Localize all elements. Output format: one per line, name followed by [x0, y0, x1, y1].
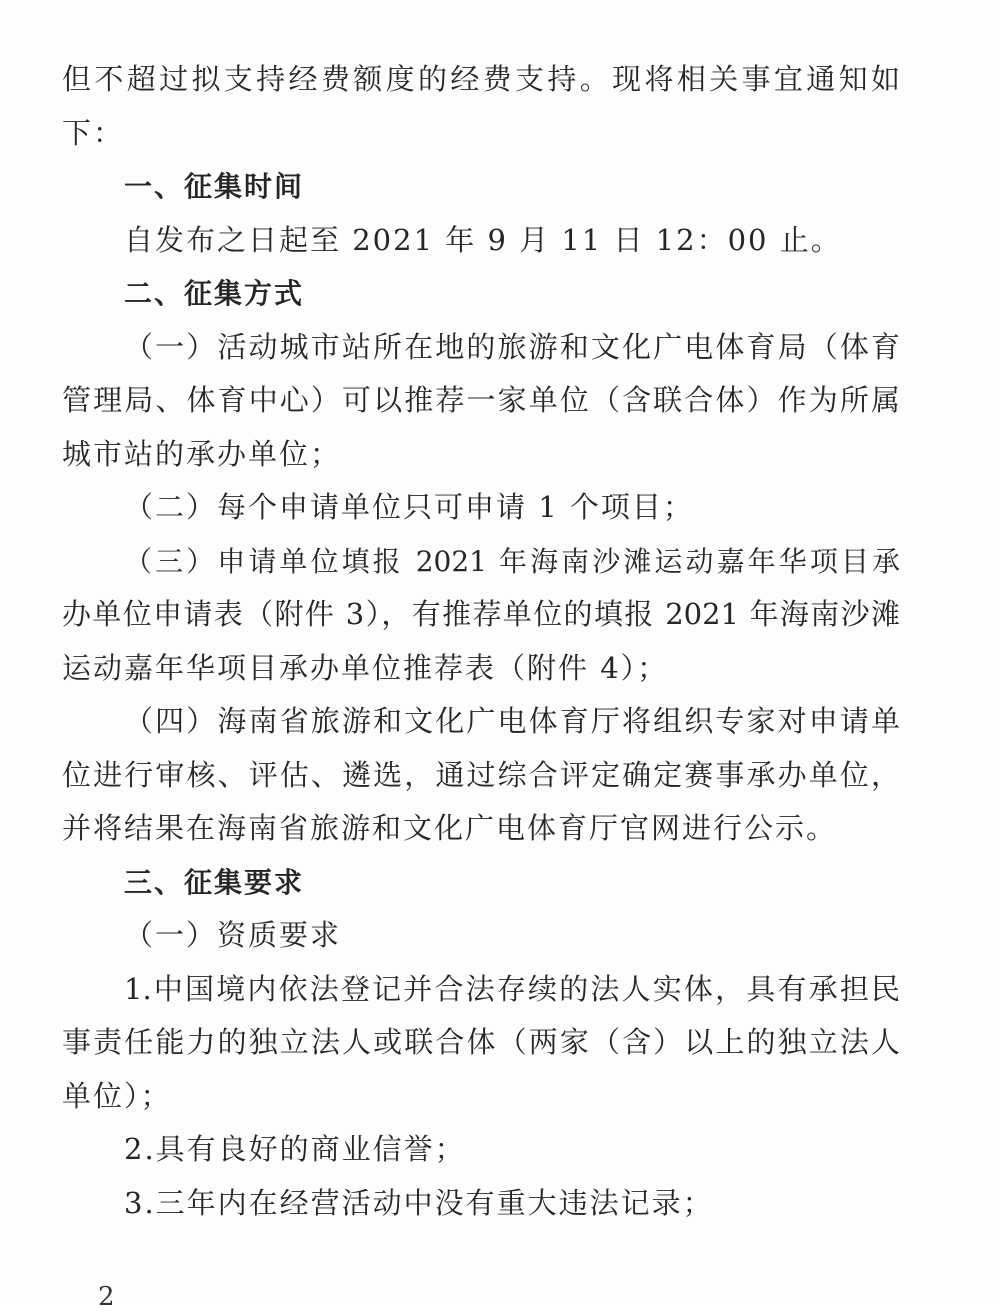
section-heading-method: 二、征集方式 [124, 277, 305, 310]
document-body [62, 53, 900, 1230]
method-item-line: （二）每个申请单位只可申请 1 个项目； [124, 490, 694, 524]
requirement-item-line: 单位）； [62, 1078, 172, 1113]
requirement-item-line: 2.具有良好的商业信誉； [124, 1132, 466, 1166]
method-item-line: 并将结果在海南省旅游和文化广电体育厅官网进行公示。 [62, 811, 838, 845]
section-time-text: 自发布之日起至 2021 年 9 月 11 日 12：00 止。 [124, 222, 842, 257]
section-heading-time: 一、征集时间 [124, 170, 305, 203]
method-item-line: （四）海南省旅游和文化广电体育厅将组织专家对申请单 [124, 704, 900, 738]
section-heading-requirements: 三、征集要求 [124, 865, 305, 899]
method-item-line: （三）申请单位填报 2021 年海南沙滩运动嘉年华项目承 [124, 544, 900, 578]
method-item-line: 运动嘉年华项目承办单位推荐表（附件 4）； [62, 650, 669, 685]
method-item-line: 城市站的承办单位； [62, 436, 342, 471]
page-number-text: 2 [98, 1282, 115, 1312]
page-number [98, 1282, 115, 1312]
requirement-item-line: 1.中国境内依法登记并合法存续的法人实体，具有承担民 [124, 971, 900, 1006]
method-item-line: （一）活动城市站所在地的旅游和文化广电体育局（体育 [124, 329, 900, 364]
subsection-title-qualification: （一）资质要求 [124, 918, 342, 952]
intro-line: 下： [62, 115, 125, 150]
method-item-line: 管理局、体育中心）可以推荐一家单位（含联合体）作为所属 [62, 383, 900, 417]
requirement-item-line: 3.三年内在经营活动中没有重大违法记录； [124, 1185, 714, 1220]
method-item-line: 办单位申请表（附件 3），有推荐单位的填报 2021 年海南沙滩 [62, 597, 900, 631]
method-item-line: 位进行审核、评估、遴选，通过综合评定确定赛事承办单位， [62, 757, 900, 792]
requirement-item-line: 事责任能力的独立法人或联合体（两家（含）以上的独立法人 [62, 1025, 900, 1059]
intro-line: 但不超过拟支持经费额度的经费支持。现将相关事宜通知如 [62, 62, 900, 96]
